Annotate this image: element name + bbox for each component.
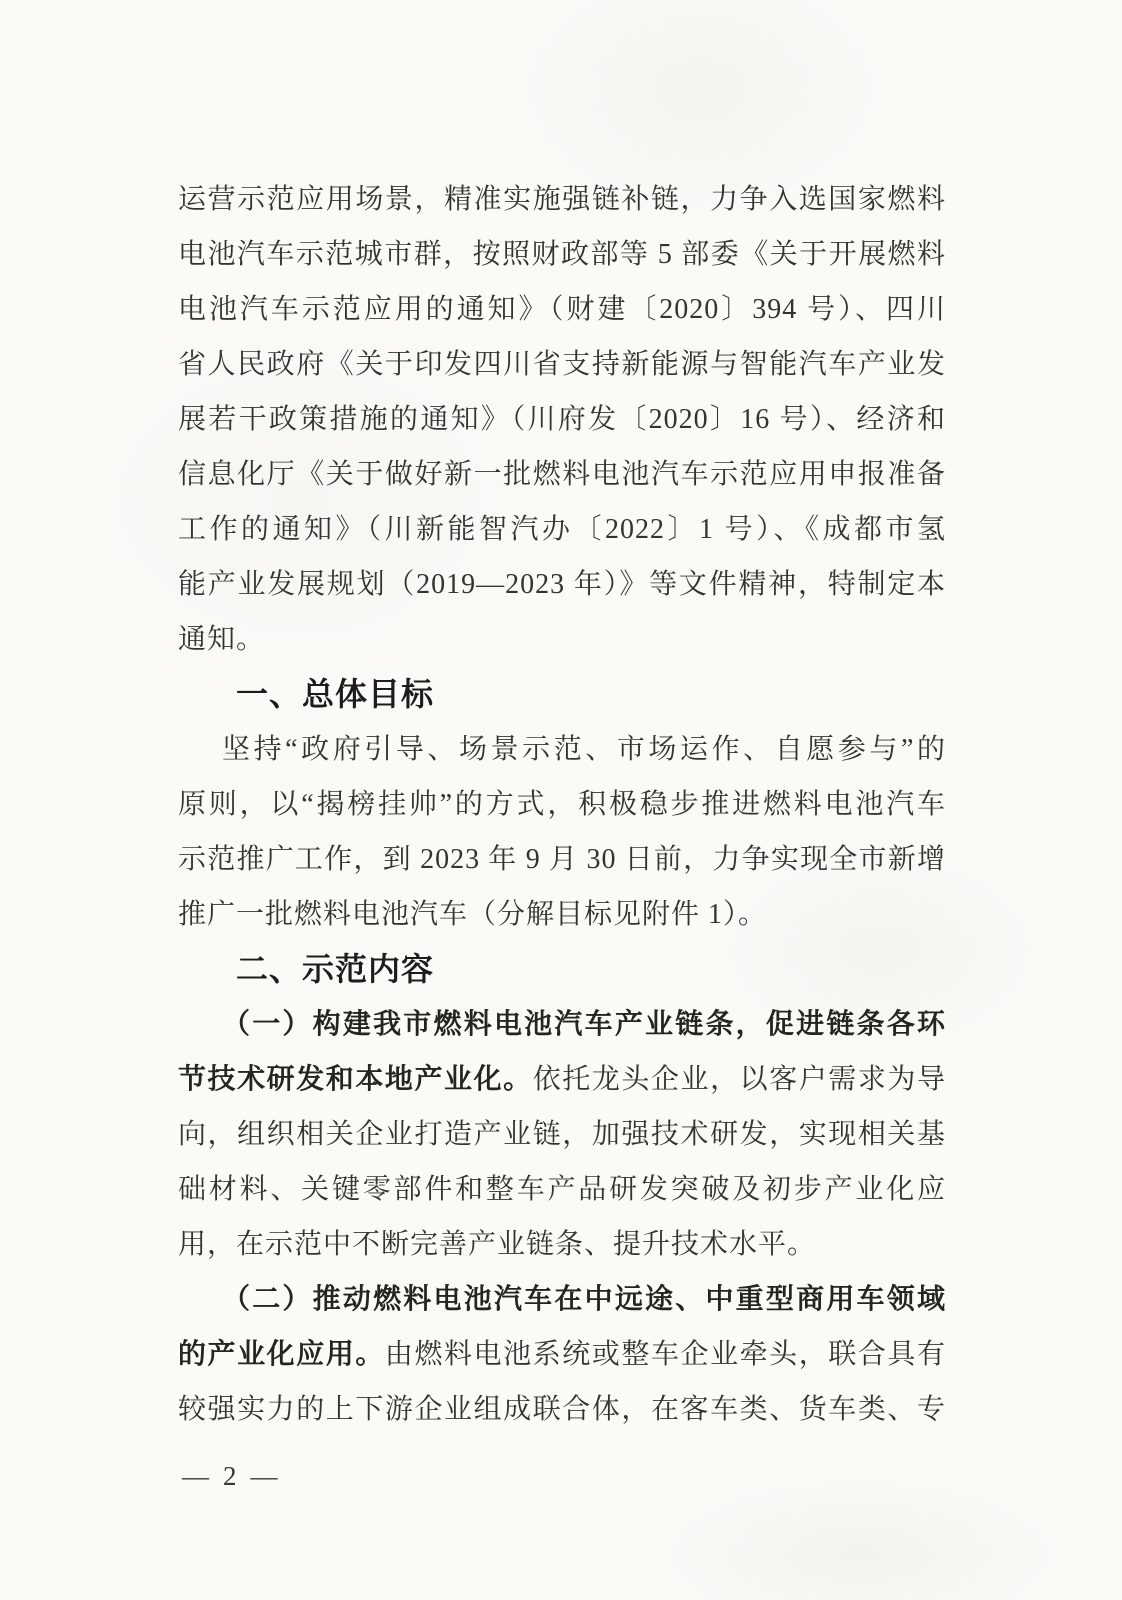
text-line [178, 282, 946, 337]
text-run: 由燃料电池系统或整车企业牵头，联合具有 [384, 1339, 946, 1370]
text-line [178, 832, 946, 887]
text-line [178, 1052, 946, 1107]
footer-dash-left: — [182, 1461, 209, 1491]
text-run: 通知。 [178, 624, 266, 655]
section-heading-overall-goals [178, 667, 946, 722]
text-run: 信息化厅《关于做好新一批燃料电池汽车示范应用申报准备 [178, 459, 946, 490]
text-line [178, 1382, 946, 1437]
text-line [178, 227, 946, 282]
text-line [178, 1162, 946, 1217]
section-heading-demonstration-content [178, 942, 946, 997]
text-run: 推广一批燃料电池汽车（分解目标见附件 1）。 [178, 899, 768, 930]
page-footer [182, 1449, 278, 1504]
heading-text: 一、总体目标 [236, 676, 435, 712]
text-run: 用，在示范中不断完善产业链条、提升技术水平。 [178, 1229, 817, 1260]
text-run: 省人民政府《关于印发四川省支持新能源与智能汽车产业发 [178, 349, 946, 380]
text-line [178, 1327, 946, 1382]
text-run-bold: 的产业化应用。 [178, 1339, 385, 1370]
text-run: 运营示范应用场景，精准实施强链补链，力争入选国家燃料 [178, 184, 946, 215]
text-run: 示范推广工作，到 2023 年 9 月 30 日前，力争实现全市新增 [178, 844, 946, 875]
text-run-bold: （二）推动燃料电池汽车在中远途、中重型商用车领域 [222, 1284, 946, 1315]
text-run: 展若干政策措施的通知》（川府发〔2020〕16 号）、经济和 [178, 404, 946, 435]
heading-text: 二、示范内容 [236, 951, 435, 987]
text-run-bold: 节技术研发和本地产业化。 [178, 1064, 533, 1095]
text-line [178, 392, 946, 447]
text-run: 电池汽车示范应用的通知》（财建〔2020〕394 号）、四川 [178, 294, 946, 325]
text-line [178, 502, 946, 557]
text-run: 础材料、关键零部件和整车产品研发突破及初步产业化应 [178, 1174, 946, 1205]
text-line [178, 997, 946, 1052]
text-run: 向，组织相关企业打造产业链，加强技术研发，实现相关基 [178, 1119, 946, 1150]
text-run: 工作的通知》（川新能智汽办〔2022〕1 号）、《成都市氢 [178, 514, 946, 545]
text-line [178, 447, 946, 502]
text-line [178, 1217, 946, 1272]
footer-dash-right: — [250, 1461, 278, 1491]
text-line [178, 172, 946, 227]
text-run: 依托龙头企业，以客户需求为导 [532, 1064, 946, 1095]
text-line [178, 1107, 946, 1162]
text-line [178, 337, 946, 392]
text-block [178, 172, 946, 1437]
text-line [178, 722, 946, 777]
text-run: 坚持“政府引导、场景示范、市场运作、自愿参与”的 [222, 734, 946, 765]
text-line [178, 1272, 946, 1327]
page-number: 2 [223, 1461, 237, 1491]
text-line [178, 887, 946, 942]
text-run: 能产业发展规划（2019—2023 年）》等文件精神，特制定本 [178, 569, 946, 600]
text-run: 原则，以“揭榜挂帅”的方式，积极稳步推进燃料电池汽车 [178, 789, 946, 820]
text-line [178, 557, 946, 612]
text-run: 电池汽车示范城市群，按照财政部等 5 部委《关于开展燃料 [178, 239, 946, 270]
text-run: 较强实力的上下游企业组成联合体，在客车类、货车类、专 [178, 1394, 946, 1425]
text-line [178, 777, 946, 832]
text-line [178, 612, 946, 667]
text-run-bold: （一）构建我市燃料电池汽车产业链条，促进链条各环 [222, 1009, 946, 1040]
